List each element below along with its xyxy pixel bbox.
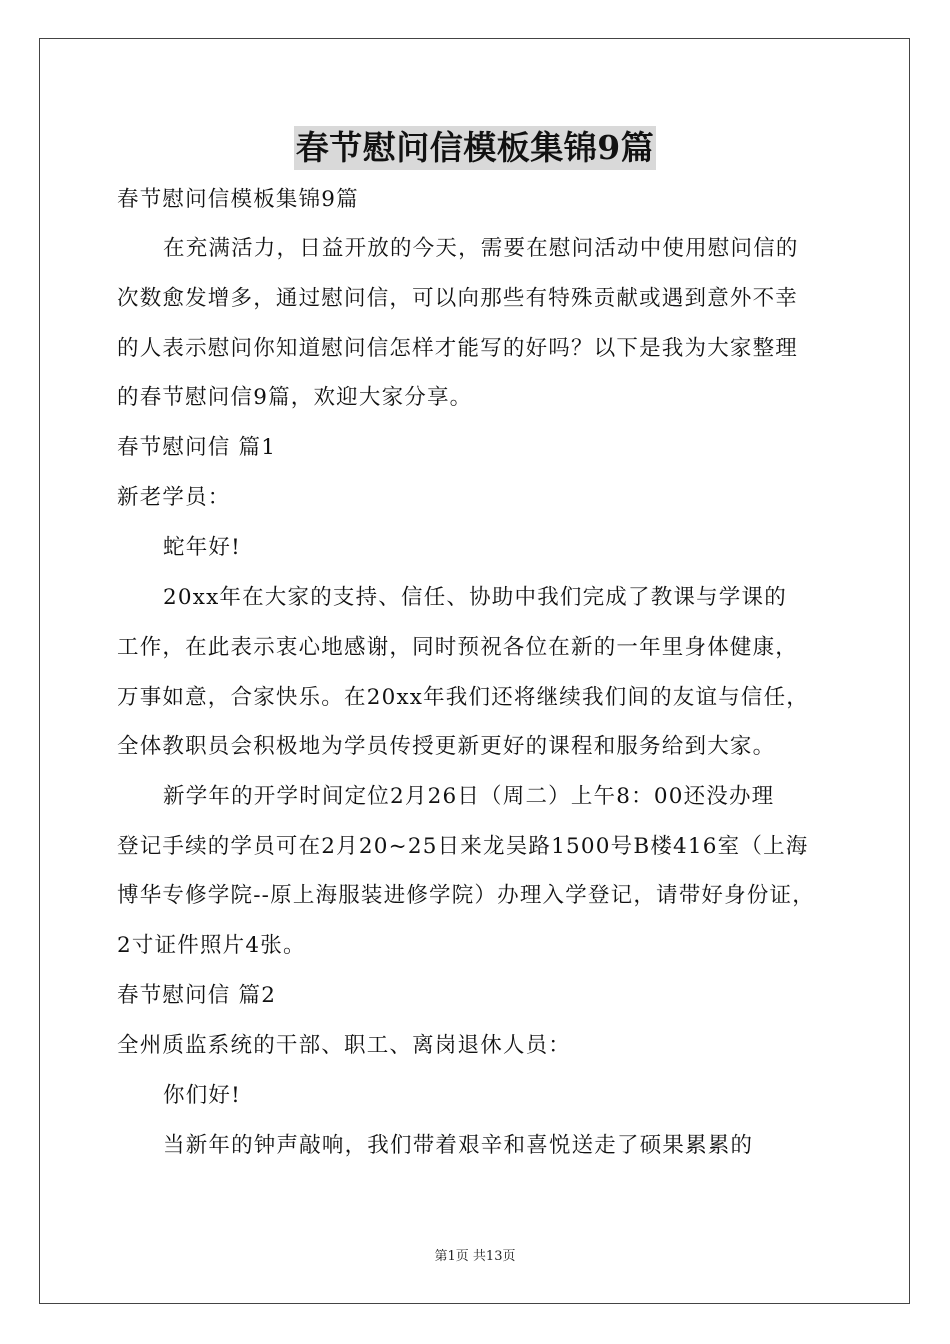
paragraph-line: 新学年的开学时间定位2月26日（周二）上午8：00还没办理 (163, 784, 775, 809)
salutation: 新老学员： (117, 485, 231, 510)
greeting: 蛇年好! (163, 535, 241, 560)
title-wrap (0, 126, 950, 170)
paragraph-line: 在充满活力，日益开放的今天，需要在慰问活动中使用慰问信的 (163, 236, 799, 261)
paragraph-line: 的人表示慰问你知道慰问信怎样才能写的好吗？以下是我为大家整理 (117, 336, 799, 361)
page-number: 第1页 共13页 (434, 1249, 516, 1264)
greeting: 你们好! (163, 1083, 241, 1108)
paragraph-line: 工作，在此表示衷心地感谢，同时预祝各位在新的一年里身体健康， (117, 635, 799, 660)
salutation: 全州质监系统的干部、职工、离岗退休人员： (117, 1033, 572, 1058)
paragraph-line: 20xx年在大家的支持、信任、协助中我们完成了教课与学课的 (163, 585, 787, 610)
page-border (39, 38, 910, 1304)
paragraph-line: 2寸证件照片4张。 (117, 933, 306, 958)
section-heading: 春节慰问信 篇2 (117, 983, 277, 1008)
paragraph-line: 的春节慰问信9篇，欢迎大家分享。 (117, 385, 473, 410)
paragraph-line: 次数愈发增多，通过慰问信，可以向那些有特殊贡献或遇到意外不幸 (117, 286, 799, 311)
paragraph-line: 万事如意，合家快乐。在20xx年我们还将继续我们间的友谊与信任， (117, 685, 810, 710)
paragraph-line: 当新年的钟声敲响，我们带着艰辛和喜悦送走了硕果累累的 (163, 1133, 754, 1158)
paragraph-line: 博华专修学院--原上海服装进修学院）办理入学登记，请带好身份证， (117, 883, 815, 908)
document-title: 春节慰问信模板集锦9篇 (294, 126, 656, 170)
section-heading: 春节慰问信 篇1 (117, 435, 277, 460)
paragraph-line: 全体教职员会积极地为学员传授更新更好的课程和服务给到大家。 (117, 734, 776, 759)
document-subtitle: 春节慰问信模板集锦9篇 (117, 187, 359, 212)
paragraph-line: 登记手续的学员可在2月20~25日来龙吴路1500号B楼416室（上海 (117, 834, 809, 859)
